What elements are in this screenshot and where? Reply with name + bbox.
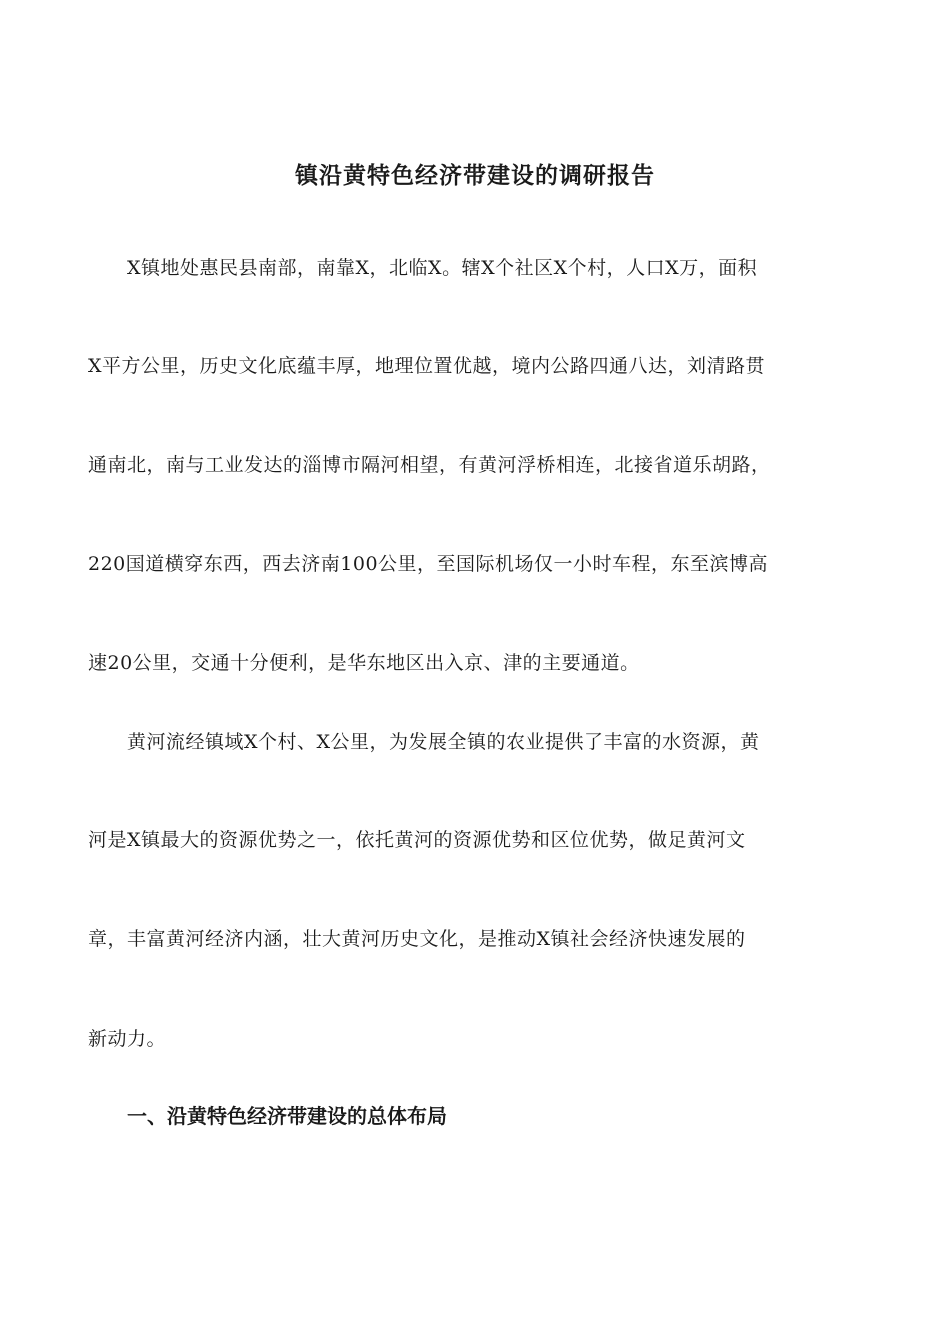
document-title: 镇沿黄特色经济带建设的调研报告 (295, 162, 655, 189)
paragraph-line: X平方公里，历史文化底蕴丰厚，地理位置优越，境内公路四通八达，刘清路贯 (88, 355, 766, 377)
paragraph-line: 河是X镇最大的资源优势之一，依托黄河的资源优势和区位优势，做足黄河文 (88, 829, 746, 851)
paragraph-line: 新动力。 (88, 1028, 167, 1050)
paragraph-line: 速20公里，交通十分便利，是华东地区出入京、津的主要通道。 (88, 652, 640, 674)
paragraph-line: 220国道横穿东西，西去济南100公里，至国际机场仅一小时车程，东至滨博高 (88, 553, 769, 575)
paragraph-line: X镇地处惠民县南部，南靠X，北临X。辖X个社区X个村，人口X万，面积 (127, 257, 758, 279)
paragraph-line: 黄河流经镇域X个村、X公里，为发展全镇的农业提供了丰富的水资源，黄 (127, 731, 760, 753)
paragraph-line: 章，丰富黄河经济内涵，壮大黄河历史文化，是推动X镇社会经济快速发展的 (88, 928, 746, 950)
paragraph-line: 通南北，南与工业发达的淄博市隔河相望，有黄河浮桥相连，北接省道乐胡路， (88, 454, 771, 476)
section-heading: 一、沿黄特色经济带建设的总体布局 (127, 1104, 447, 1128)
